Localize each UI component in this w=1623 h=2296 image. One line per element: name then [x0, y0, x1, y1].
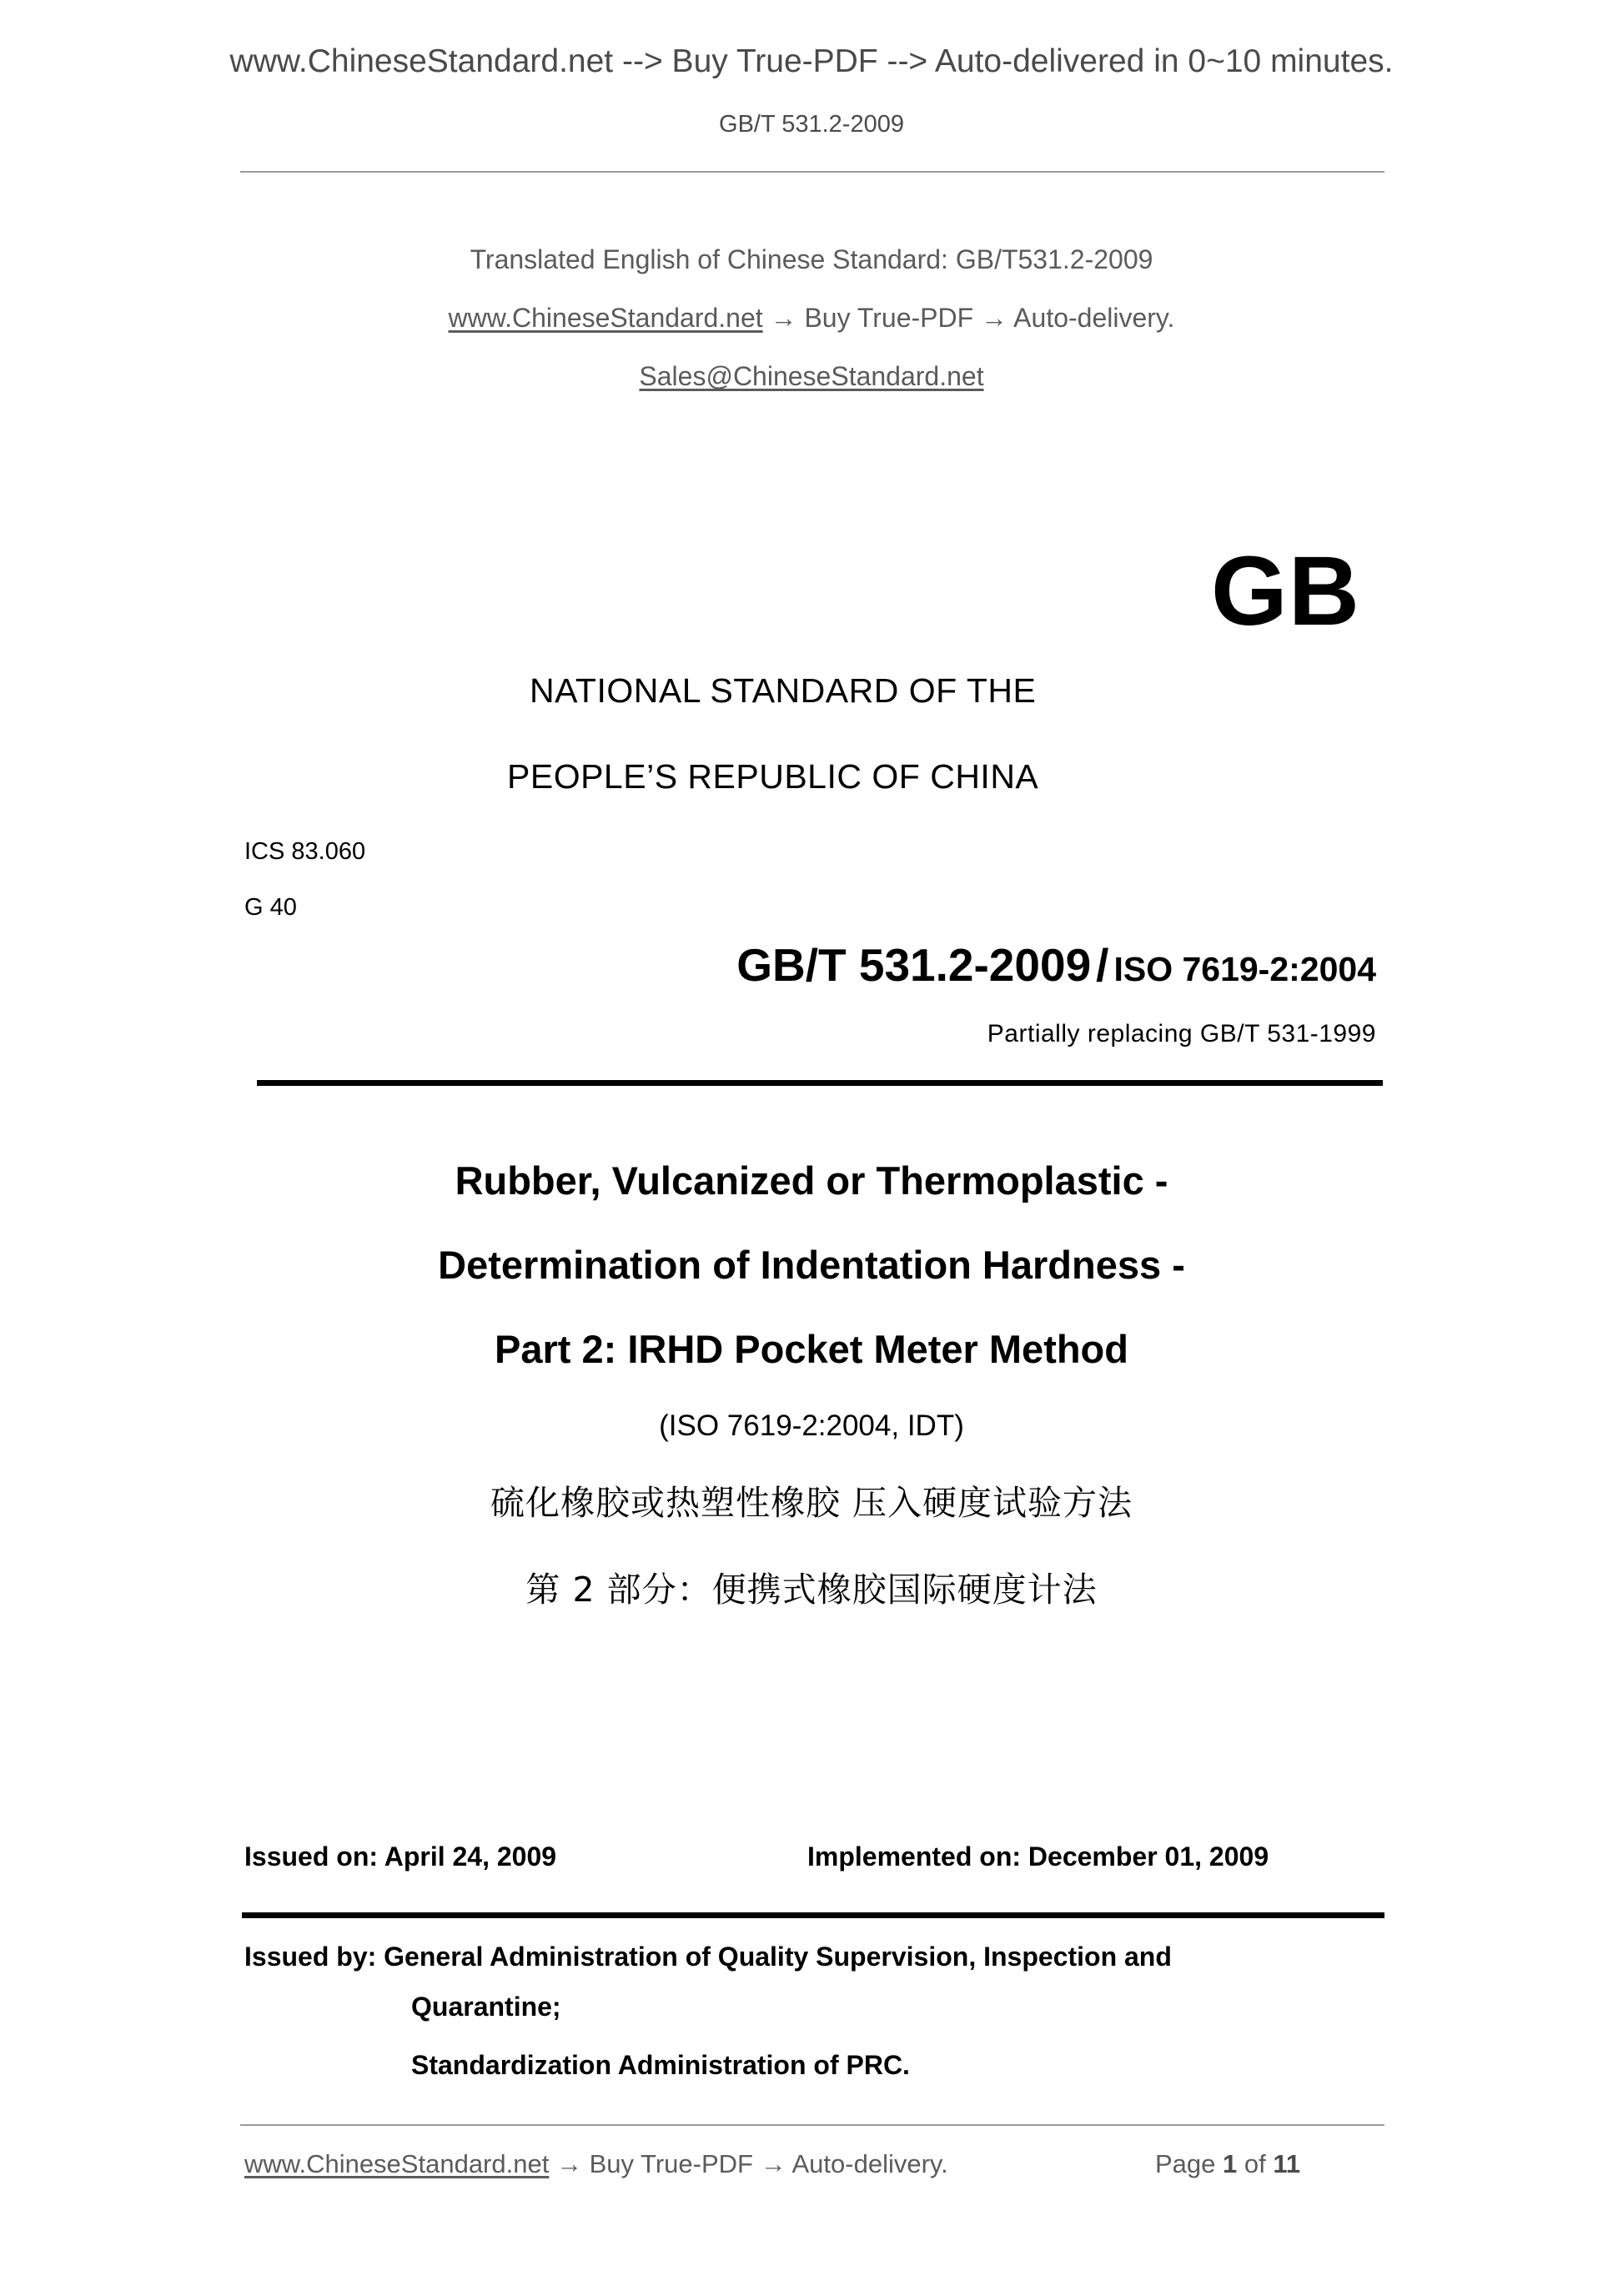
- chinese-title-line-2: 第 2 部分：便携式橡胶国际硬度计法: [525, 1570, 1098, 1610]
- total-page-count: 11: [1273, 2149, 1301, 2178]
- gb-standard-logo: GB: [1211, 536, 1360, 646]
- ics-classification-code: ICS 83.060: [244, 838, 366, 865]
- chinese-title-line-1: 硫化橡胶或热塑性橡胶 压入硬度试验方法: [490, 1483, 1133, 1523]
- issuer-top-rule: [242, 1912, 1384, 1918]
- auto-delivery-text-top: Auto-delivery.: [1013, 303, 1175, 333]
- iso-standard-number: ISO 7619-2:2004: [1113, 950, 1376, 988]
- partially-replacing-note: Partially replacing GB/T 531-1999: [987, 1020, 1376, 1048]
- g-classification-code: G 40: [244, 894, 297, 921]
- separator-slash: /: [1096, 939, 1109, 991]
- national-standard-heading-line1: NATIONAL STANDARD OF THE: [530, 671, 1037, 710]
- implemented-on-date: Implemented on: December 01, 2009: [807, 1841, 1269, 1871]
- issued-by-line-1: Issued by: General Administration of Quality Supervision, Inspection and: [244, 1942, 1172, 1972]
- title-line-3: Part 2: IRHD Pocket Meter Method: [495, 1327, 1128, 1371]
- arrow-glyph-1: →: [770, 303, 797, 333]
- issued-by-line-2: Quarantine;: [411, 1992, 561, 2022]
- iso-equivalence-note: (ISO 7619-2:2004, IDT): [659, 1409, 964, 1442]
- translated-purchase-line: [0, 303, 1623, 334]
- auto-delivery-text-footer: Auto-delivery.: [791, 2149, 948, 2178]
- document-code-header: GB/T 531.2-2009: [719, 111, 904, 138]
- chinesestandard-link-top[interactable]: www.ChineseStandard.net: [448, 303, 763, 333]
- issued-on-date: Issued on: April 24, 2009: [244, 1841, 557, 1871]
- footer-purchase-line: [244, 2149, 948, 2179]
- header-divider-rule: [240, 171, 1384, 173]
- chinesestandard-link-footer[interactable]: www.ChineseStandard.net: [244, 2149, 550, 2178]
- gb-standard-number: GB/T 531.2-2009: [736, 939, 1092, 991]
- sales-email-line: [0, 361, 1623, 392]
- issued-by-line-3: Standardization Administration of PRC.: [411, 2050, 910, 2080]
- title-line-1: Rubber, Vulcanized or Thermoplastic -: [455, 1158, 1168, 1203]
- standard-number-line: [0, 938, 1376, 992]
- current-page-number: 1: [1223, 2149, 1238, 2178]
- of-label: of: [1244, 2149, 1266, 2178]
- arrow-glyph-2: →: [981, 303, 1008, 333]
- page-indicator: [1155, 2149, 1300, 2179]
- page-label: Page: [1155, 2149, 1216, 2178]
- promo-banner-top: www.ChineseStandard.net --> Buy True-PDF --> Auto-delivered in 0~10 minutes.: [229, 43, 1394, 79]
- sales-email-link[interactable]: Sales@ChineseStandard.net: [639, 361, 984, 391]
- buy-true-pdf-text-footer: Buy True-PDF: [589, 2149, 753, 2178]
- arrow-glyph-3: →: [555, 2149, 582, 2178]
- title-top-rule: [257, 1080, 1383, 1086]
- national-standard-heading-line2: PEOPLE’S REPUBLIC OF CHINA: [507, 757, 1039, 796]
- footer-divider-rule: [240, 2124, 1384, 2126]
- title-line-2: Determination of Indentation Hardness -: [438, 1243, 1185, 1287]
- buy-true-pdf-text-top: Buy True-PDF: [804, 303, 974, 333]
- arrow-glyph-4: →: [760, 2149, 786, 2178]
- translated-standard-label: Translated English of Chinese Standard: GB/T531.2-2009: [470, 244, 1153, 274]
